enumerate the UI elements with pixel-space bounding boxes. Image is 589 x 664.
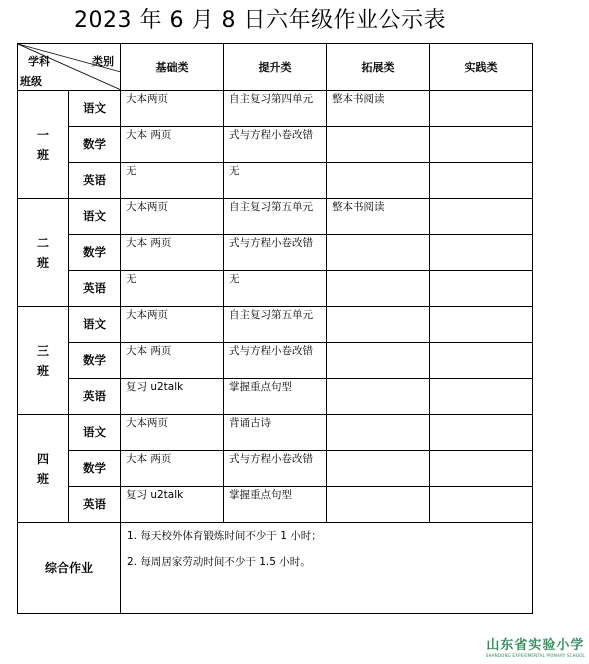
homework-table [17, 43, 533, 614]
table-row [18, 415, 533, 451]
homework-cell [430, 415, 533, 451]
subject-cell: 数学 [69, 451, 121, 487]
subject-cell: 语文 [69, 415, 121, 451]
subject-cell: 数学 [69, 343, 121, 379]
class-name-line2: 班 [36, 471, 49, 486]
homework-cell [430, 307, 533, 343]
class-name-cell [18, 91, 69, 199]
subject-cell: 英语 [69, 379, 121, 415]
class-name-line2: 班 [36, 255, 49, 270]
class-name-line2: 班 [36, 363, 49, 378]
homework-cell: 大本 两页 [121, 343, 224, 379]
homework-cell [430, 127, 533, 163]
homework-cell [327, 127, 430, 163]
subject-cell: 语文 [69, 199, 121, 235]
column-header-practice: 实践类 [430, 44, 533, 91]
school-logo-subtext: SHANDONG EXPERIMENTAL PRIMARY SCHOOL [485, 653, 585, 658]
table-row [18, 163, 533, 199]
homework-cell: 大本两页 [121, 307, 224, 343]
homework-cell: 式与方程小卷改错 [224, 343, 327, 379]
homework-cell [430, 235, 533, 271]
subject-cell: 语文 [69, 91, 121, 127]
subject-cell: 数学 [69, 127, 121, 163]
homework-cell: 复习 u2talk [121, 379, 224, 415]
homework-cell [327, 415, 430, 451]
summary-row [18, 523, 533, 614]
homework-cell: 自主复习第五单元 [224, 307, 327, 343]
homework-cell [430, 343, 533, 379]
homework-cell: 无 [224, 271, 327, 307]
school-logo [486, 634, 585, 658]
homework-cell: 整本书阅读 [327, 199, 430, 235]
homework-cell: 自主复习第五单元 [224, 199, 327, 235]
header-row [18, 44, 533, 91]
homework-cell [327, 163, 430, 199]
homework-cell: 复习 u2talk [121, 487, 224, 523]
homework-cell [430, 163, 533, 199]
homework-cell: 背诵古诗 [224, 415, 327, 451]
homework-cell: 大本两页 [121, 199, 224, 235]
table-row [18, 451, 533, 487]
homework-cell: 大本两页 [121, 91, 224, 127]
page-title: 2023 年 6 月 8 日六年级作业公示表 [74, 8, 446, 33]
homework-cell [430, 487, 533, 523]
summary-item: 2. 每周居家劳动时间不少于 1.5 小时。 [127, 556, 311, 568]
school-logo-text: 山东省实验小学 [486, 638, 585, 653]
homework-cell: 大本 两页 [121, 127, 224, 163]
homework-cell [327, 235, 430, 271]
homework-cell [327, 271, 430, 307]
summary-item: 1. 每天校外体育锻炼时间不少于 1 小时； [127, 530, 322, 542]
homework-cell: 大本 两页 [121, 235, 224, 271]
homework-cell: 无 [121, 271, 224, 307]
homework-cell: 掌握重点句型 [224, 487, 327, 523]
corner-header-cell [18, 44, 121, 91]
class-name-line1: 三 [36, 343, 49, 358]
subject-cell: 英语 [69, 487, 121, 523]
summary-label: 综合作业 [18, 523, 121, 614]
class-name-cell [18, 415, 69, 523]
homework-cell [430, 199, 533, 235]
table-row [18, 307, 533, 343]
column-header-improve: 提升类 [224, 44, 327, 91]
homework-cell [327, 451, 430, 487]
corner-class-label: 班级 [20, 75, 42, 88]
homework-cell [430, 451, 533, 487]
homework-cell [430, 379, 533, 415]
table-row [18, 91, 533, 127]
corner-subject-label: 学科 [28, 55, 50, 68]
homework-cell: 式与方程小卷改错 [224, 235, 327, 271]
table-row [18, 127, 533, 163]
homework-cell: 无 [224, 163, 327, 199]
corner-category-label: 类别 [92, 55, 114, 68]
homework-cell [327, 487, 430, 523]
subject-cell: 语文 [69, 307, 121, 343]
homework-cell [430, 271, 533, 307]
column-header-basic: 基础类 [121, 44, 224, 91]
homework-cell [327, 307, 430, 343]
table-row [18, 487, 533, 523]
table-row [18, 343, 533, 379]
homework-cell: 无 [121, 163, 224, 199]
homework-cell: 掌握重点句型 [224, 379, 327, 415]
homework-cell: 整本书阅读 [327, 91, 430, 127]
homework-cell: 式与方程小卷改错 [224, 127, 327, 163]
subject-cell: 英语 [69, 163, 121, 199]
homework-cell [327, 343, 430, 379]
homework-cell: 大本 两页 [121, 451, 224, 487]
class-name-line2: 班 [36, 147, 49, 162]
homework-cell [430, 91, 533, 127]
class-name-cell [18, 307, 69, 415]
homework-cell: 式与方程小卷改错 [224, 451, 327, 487]
column-header-extend: 拓展类 [327, 44, 430, 91]
homework-cell [327, 379, 430, 415]
class-name-cell [18, 199, 69, 307]
subject-cell: 数学 [69, 235, 121, 271]
homework-cell: 自主复习第四单元 [224, 91, 327, 127]
class-name-line1: 四 [36, 451, 49, 466]
table-row [18, 379, 533, 415]
table-row [18, 235, 533, 271]
table-row [18, 199, 533, 235]
class-name-line1: 一 [36, 127, 49, 142]
homework-cell: 大本两页 [121, 415, 224, 451]
subject-cell: 英语 [69, 271, 121, 307]
table-row [18, 271, 533, 307]
summary-content [121, 523, 533, 614]
class-name-line1: 二 [36, 235, 49, 250]
